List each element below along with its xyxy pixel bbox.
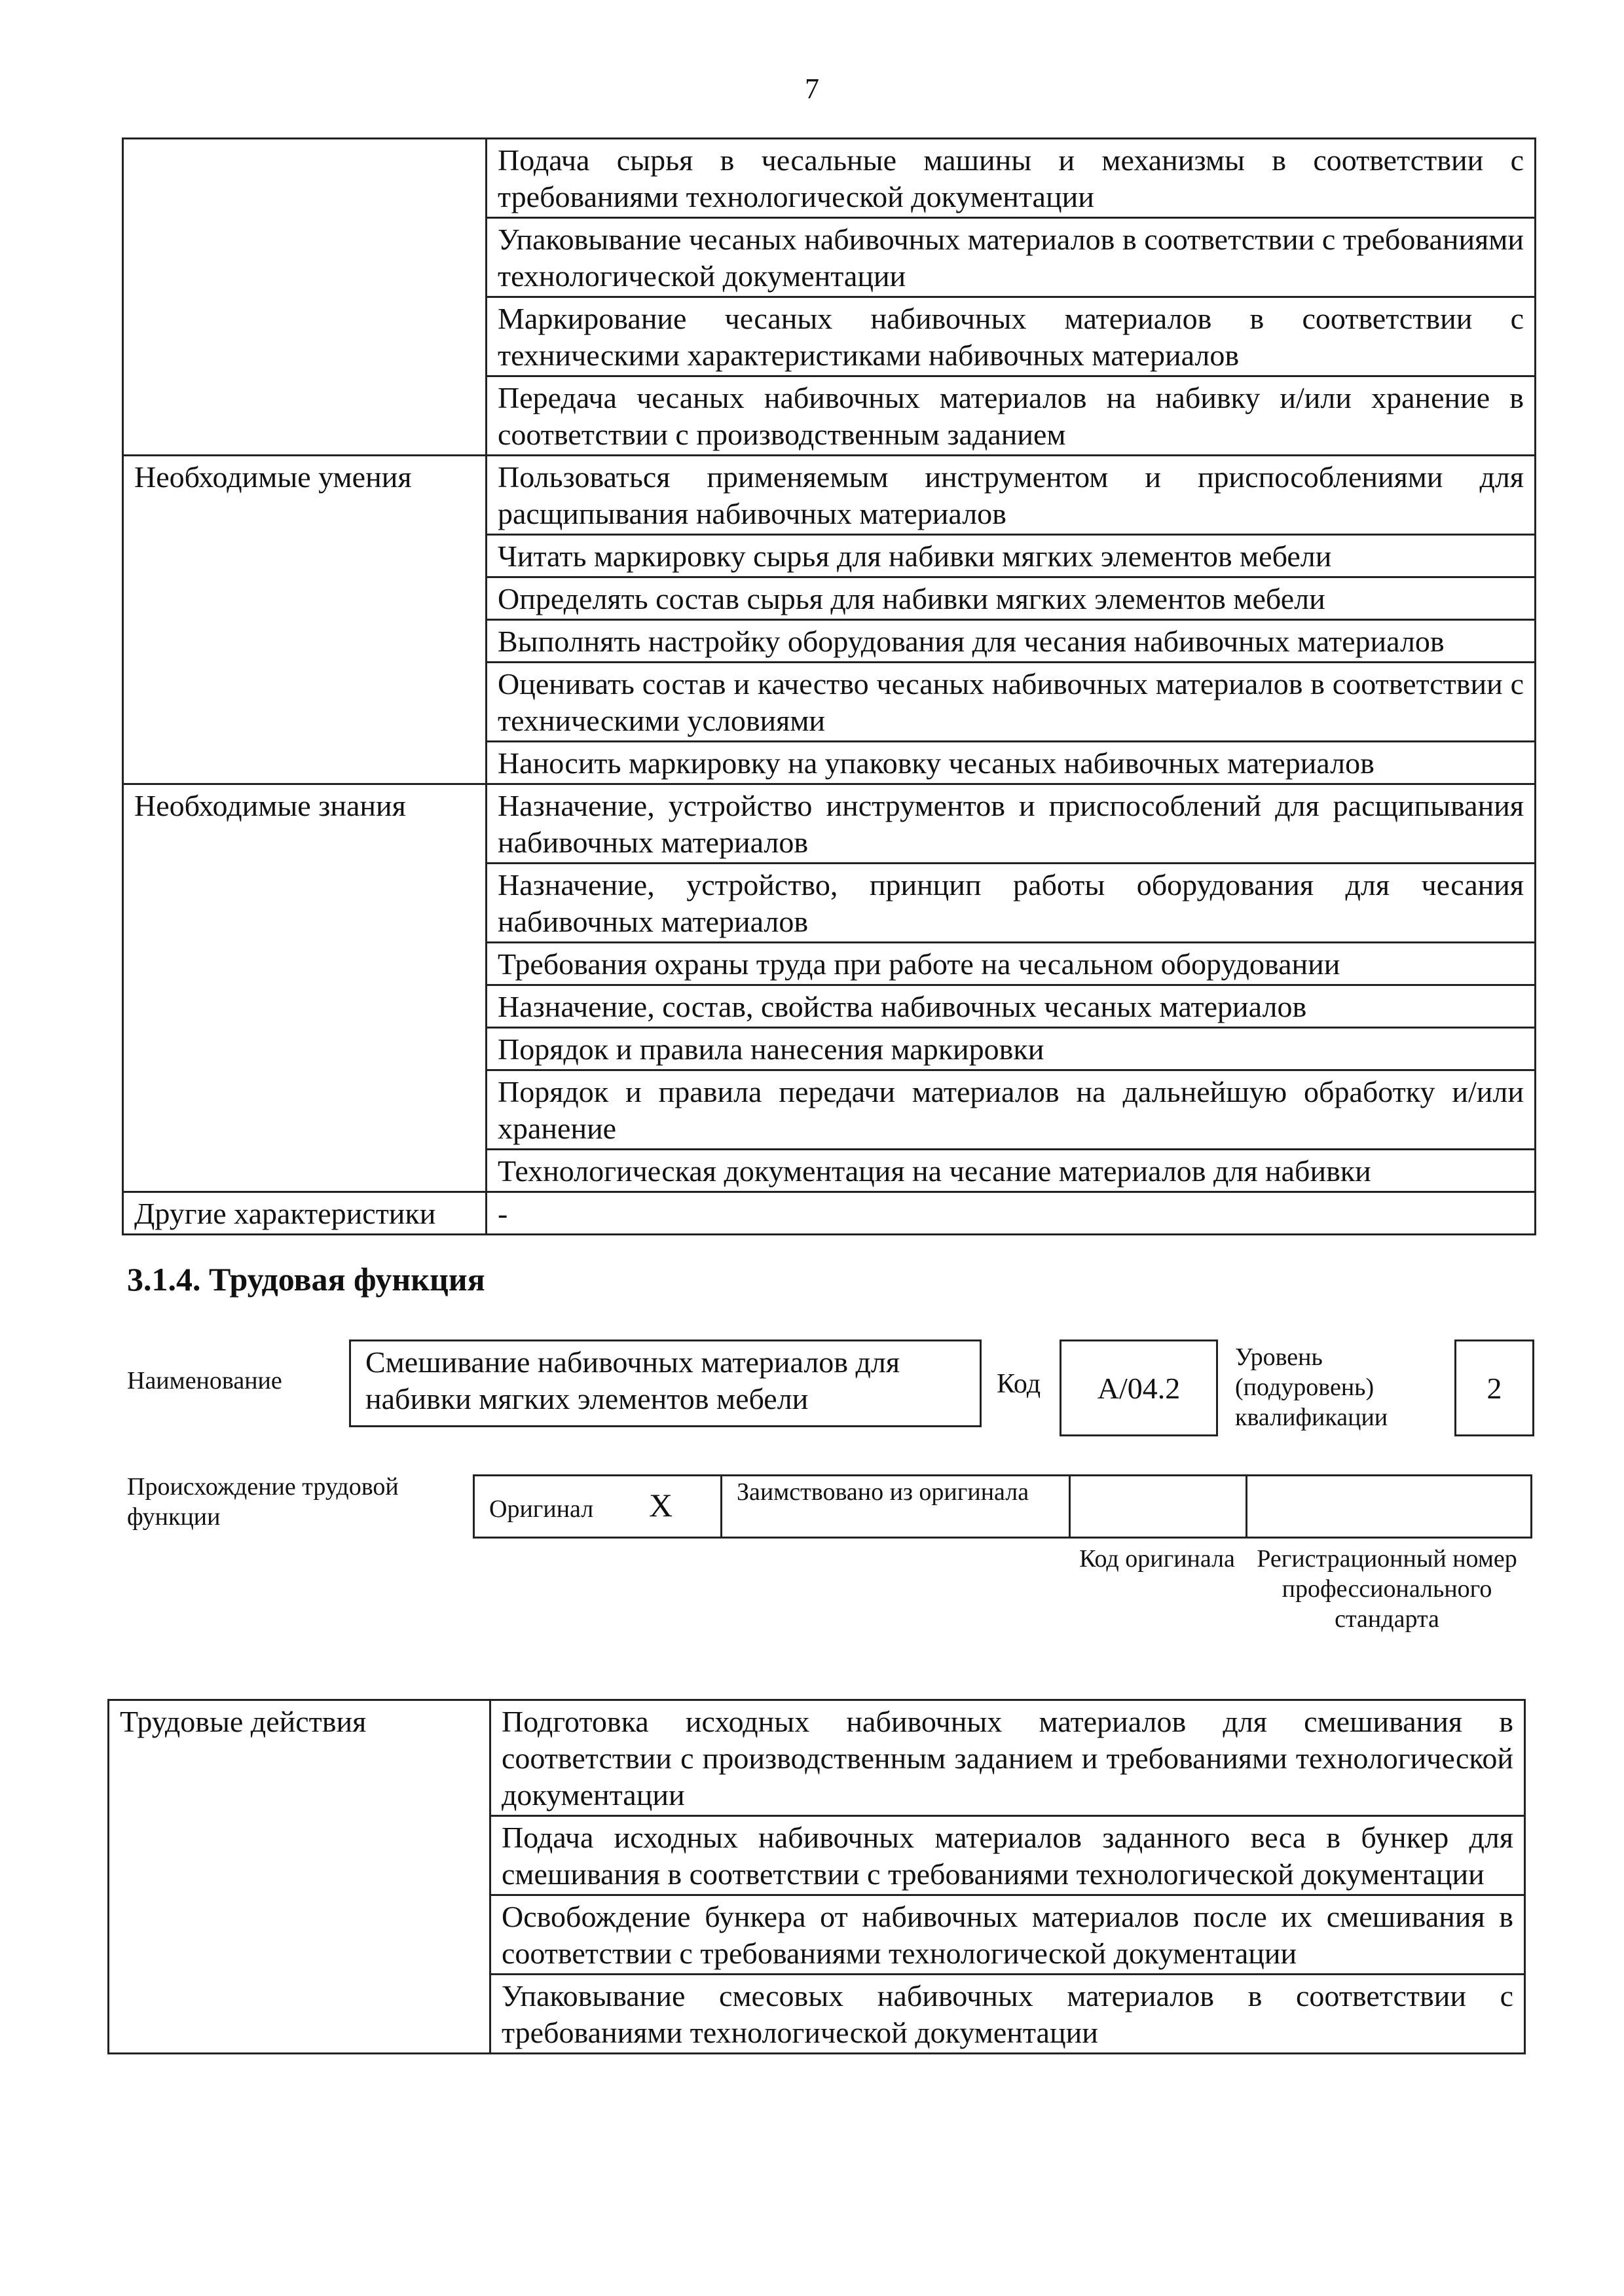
name-value: Смешивание набивочных материалов для набивки мягких элементов мебели	[349, 1339, 982, 1427]
table-cell: Назначение, устройство, принцип работы оборудования для чесания набивочных материалов	[487, 864, 1536, 943]
original-cell	[475, 1476, 722, 1537]
table-cell: Назначение, состав, свойства набивочных чесаных материалов	[487, 985, 1536, 1028]
original-mark: X	[649, 1487, 673, 1523]
skills-knowledge-table	[122, 137, 1536, 1235]
table-cell: Упаковывание смесовых набивочных материалов в соответствии с требованиями технологической документации	[490, 1975, 1525, 2054]
table-cell: Порядок и правила передачи материалов на дальнейшую обработку и/или хранение	[487, 1070, 1536, 1150]
reg-number-caption: Регистрационный номер профессионального стандарта	[1257, 1545, 1517, 1633]
table-cell: Технологическая документация на чесание материалов для набивки	[487, 1150, 1536, 1192]
borrowed-label: Заимствовано из оригинала	[737, 1478, 1029, 1506]
row-header-knowledge: Необходимые знания	[123, 784, 487, 1192]
table-cell: Читать маркировку сырья для набивки мягких элементов мебели	[487, 535, 1536, 577]
table-row	[123, 139, 1536, 218]
table-cell: Упаковывание чесаных набивочных материалов в соответствии с требованиями технологической документации	[487, 218, 1536, 297]
original-code-cell	[1071, 1476, 1247, 1537]
origin-label: Происхождение трудовой функции	[127, 1473, 399, 1531]
level-label: Уровень (подуровень) квалификации	[1235, 1343, 1388, 1431]
code-value: A/04.2	[1060, 1339, 1218, 1436]
origin-row	[473, 1474, 1532, 1539]
original-code-caption: Код оригинала	[1079, 1545, 1235, 1573]
table-cell: Определять состав сырья для набивки мягких элементов мебели	[487, 577, 1536, 620]
row-header-actions: Трудовые действия	[109, 1700, 490, 2054]
table-cell: Маркирование чесаных набивочных материалов в соответствии с техническими характеристиками набивочных материалов	[487, 297, 1536, 376]
code-label: Код	[997, 1369, 1041, 1399]
table-cell: Наносить маркировку на упаковку чесаных набивочных материалов	[487, 742, 1536, 784]
labor-actions-table	[107, 1699, 1526, 2054]
table-row	[109, 1700, 1525, 1816]
table-cell: Передача чесаных набивочных материалов на набивку и/или хранение в соответствии с производственным заданием	[487, 376, 1536, 456]
level-value: 2	[1454, 1339, 1534, 1436]
name-label: Наименование	[127, 1367, 282, 1394]
section-title: 3.1.4. Трудовая функция	[127, 1261, 485, 1298]
table-row	[123, 456, 1536, 535]
table-cell: Требования охраны труда при работе на чесальном оборудовании	[487, 943, 1536, 985]
page-number: 7	[805, 73, 819, 105]
table-row	[123, 784, 1536, 864]
table-cell: Подача исходных набивочных материалов заданного веса в бункер для смешивания в соответствии с требованиями технологической документации	[490, 1816, 1525, 1895]
row-header-skills: Необходимые умения	[123, 456, 487, 784]
table-row	[123, 1192, 1536, 1235]
row-header-other: Другие характеристики	[123, 1192, 487, 1235]
original-label: Оригинал	[489, 1495, 594, 1523]
table-cell: Назначение, устройство инструментов и приспособлений для расщипывания набивочных материалов	[487, 784, 1536, 864]
row-header	[123, 139, 487, 456]
table-cell: Порядок и правила нанесения маркировки	[487, 1028, 1536, 1070]
table-cell: Оценивать состав и качество чесаных набивочных материалов в соответствии с техническими условиями	[487, 663, 1536, 742]
table-cell: Выполнять настройку оборудования для чесания набивочных материалов	[487, 620, 1536, 663]
table-cell: Освобождение бункера от набивочных материалов после их смешивания в соответствии с требованиями технологической документации	[490, 1895, 1525, 1975]
table-cell: Пользоваться применяемым инструментом и приспособлениями для расщипывания набивочных материалов	[487, 456, 1536, 535]
reg-number-cell	[1247, 1476, 1530, 1537]
borrowed-cell	[722, 1476, 1071, 1537]
table-cell: Подача сырья в чесальные машины и механизмы в соответствии с требованиями технологической документации	[487, 139, 1536, 218]
table-cell: -	[487, 1192, 1536, 1235]
table-cell: Подготовка исходных набивочных материалов для смешивания в соответствии с производственным заданием и требованиями технологической документации	[490, 1700, 1525, 1816]
